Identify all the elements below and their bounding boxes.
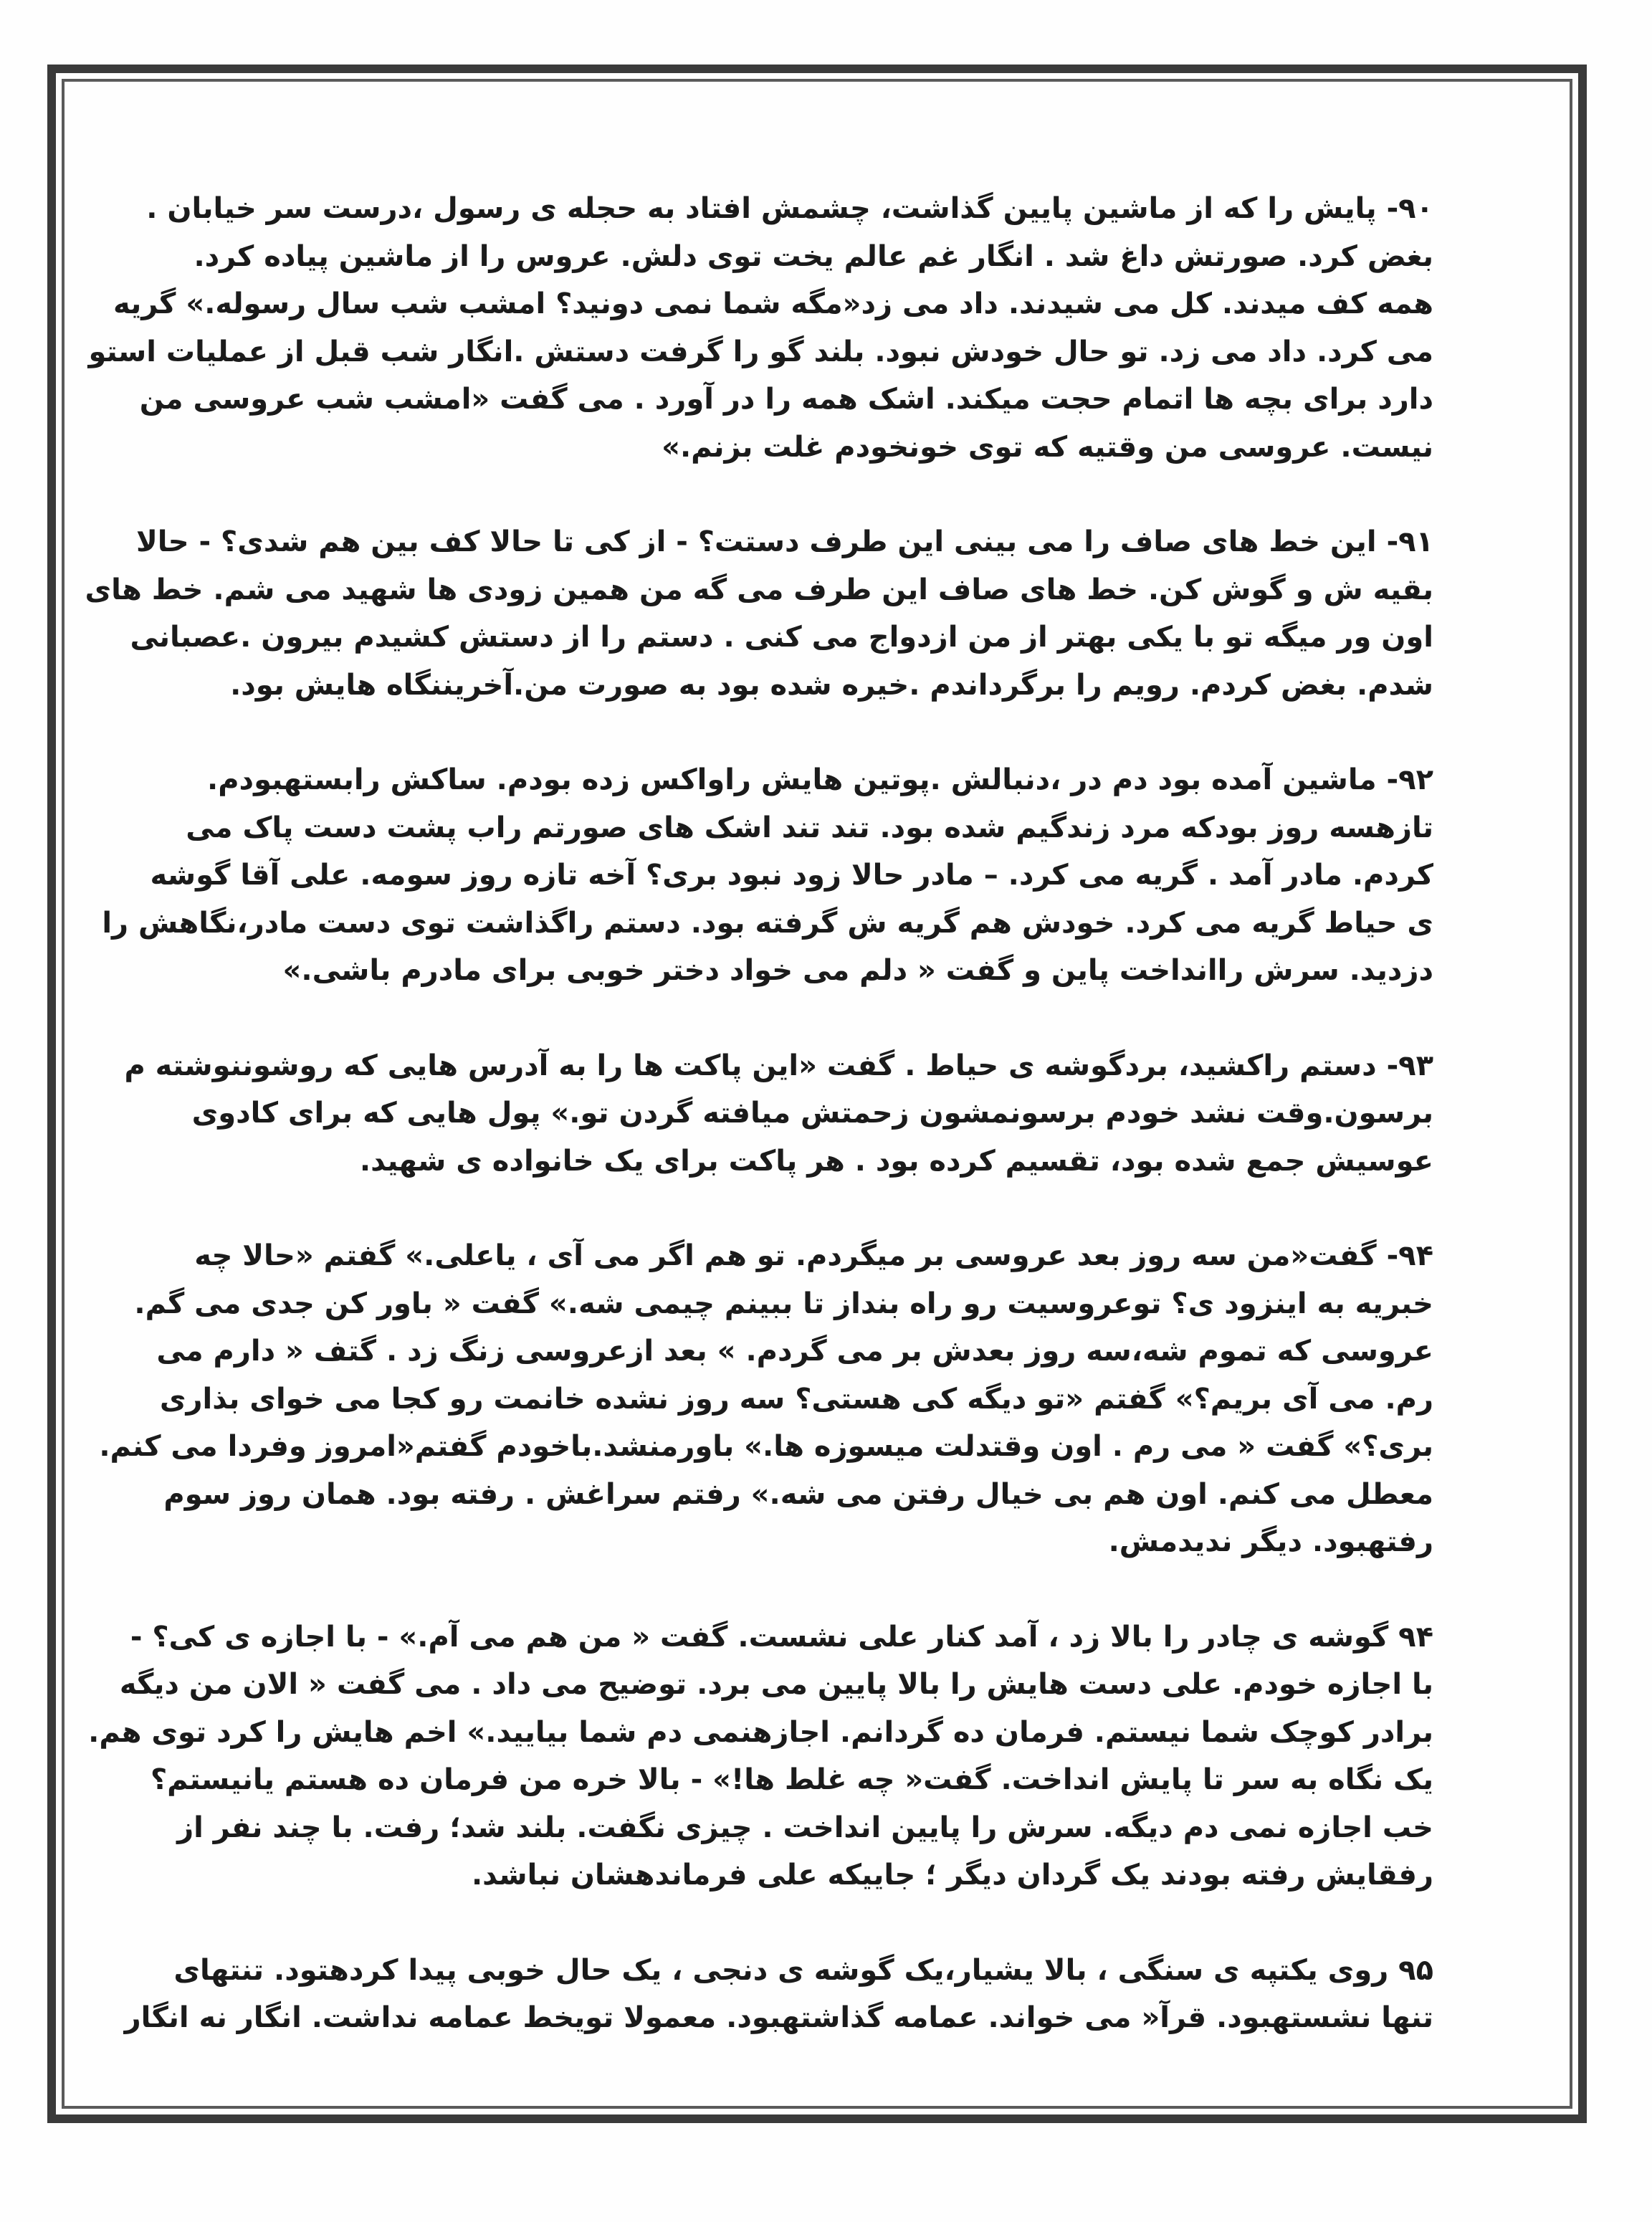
text-line: شدم. بغض کردم. رویم را برگرداندم .خیره شده بود به صورت من.آخریننگاه هایش بود.	[230, 668, 1433, 702]
paragraph	[88, 185, 1433, 471]
text-line: ۹۲- ماشین آمده بود دم در ،دنبالش .پوتین هایش راواکس زده بودم. ساکش رابستهبودم.	[207, 763, 1433, 796]
text-line: ۹۳- دستم راکشید، بردگوشه ی حیاط . گفت «این پاکت ها را به آدرس هایی که روشوننوشته م	[124, 1049, 1433, 1082]
text-line: بغض کرد. صورتش داغ شد . انگار غم عالم یخت توی دلش. عروس را از ماشین پیاده کرد.	[194, 239, 1433, 273]
text-line: نیست. عروسی من وقتیه که توی خونخودم غلت بزنم.»	[662, 430, 1433, 464]
text-line: کردم. مادر آمد . گریه می کرد. – مادر حالا زود نبود بری؟ آخه تازه روز سومه. علی آقا گوشه	[150, 859, 1433, 892]
text-line: خب اجازه نمی دم دیگه. سرش را پایین انداخت . چیزی نگفت. بلند شد؛ رفت. با چند نفر از	[177, 1811, 1433, 1844]
text-line: ۹۰- پایش را که از ماشین پایین گذاشت، چشمش افتاد به حجله ی رسول ،درست سر خیابان .	[146, 192, 1433, 225]
text-line: رفقایش رفته بودند یک گردان دیگر ؛ جاییکه علی فرماندهشان نباشد.	[471, 1859, 1433, 1892]
text-line: تازهسه روز بودکه مرد زندگیم شده بود. تند تند اشک های صورتم راب پشت دست پاک می	[186, 811, 1433, 844]
text-line: ۹۱- این خط های صاف را می بینی این طرف دستت؟ - از کی تا حالا کف بین هم شدی؟ - حالا	[135, 525, 1433, 558]
paragraph	[124, 1042, 1433, 1186]
paragraph	[88, 1613, 1433, 1899]
text-line: دزدید. سرش راانداخت پاین و گفت « دلم می خواد دختر خوبی برای مادرم باشی.»	[282, 954, 1433, 987]
text-line: یک نگاه به سر تا پایش انداخت. گفت« چه غلط ها!» - بالا خره من فرمان ده هستم یانیستم؟	[150, 1763, 1433, 1796]
text-line: معطل می کنم. اون هم بی خیال رفتن می شه.» رفتم سراغش . رفته بود. همان روز سوم	[163, 1477, 1433, 1511]
text-line: بقیه ش و گوش کن. خط های صاف این طرف می گه من همین زودی ها شهید می شم. خط های	[85, 573, 1433, 606]
text-line: همه کف میدند. کل می شیدند. داد می زد«مگه شما نمی دونید؟ امشب شب سال رسوله.» گریه	[113, 287, 1433, 320]
paragraph	[124, 1947, 1433, 2042]
text-line: خبریه به اینزود ی؟ توعروسیت رو راه بنداز تا ببینم چیمی شه.» گفت « باور کن جدی می گم.	[134, 1287, 1433, 1320]
text-line: ۹۵ روی یکتپه ی سنگی ، بالا یشیار،یک گوشه ی دنجی ، یک حال خوبی پیدا کردهتود. تنتهای	[173, 1953, 1433, 1987]
text-line: اون ور میگه تو با یکی بهتر از من ازدواج می کنی . دستم را از دستش کشیدم بیرون .عصبانی	[130, 621, 1433, 654]
text-line: رم. می آی بریم؟» گفتم «تو دیگه کی هستی؟ سه روز نشده خانمت رو کجا می خوای بذاری	[159, 1382, 1433, 1416]
text-line: با اجازه خودم. علی دست هایش را بالا پایین می برد. توضیح می داد . می گفت « الان من دیگه	[119, 1668, 1433, 1701]
paragraph	[99, 1232, 1433, 1566]
text-line: دارد برای بچه ها اتمام حجت میکند. اشک همه را در آورد . می گفت «امشب شب عروسی من	[139, 383, 1433, 416]
text-line: رفتهبود. دیگر ندیدمش.	[1108, 1525, 1433, 1558]
text-line: می کرد. داد می زد. تو حال خودش نبود. بلند گو را گرفت دستش .انگار شب قبل از عملیات استو	[88, 335, 1433, 368]
text-line: عروسی که تموم شه،سه روز بعدش بر می گردم. » بعد ازعروسی زنگ زد . گتف « دارم می	[156, 1335, 1433, 1368]
text-line: برادر کوچک شما نیستم. فرمان ده گردانم. اجازهنمی دم شما بیایید.» اخم هایش را کرد توی هم.	[88, 1715, 1433, 1749]
text-line: برسون.وقت نشد خودم برسونمشون زحمتش میافته گردن تو.» پول هایی که برای کادوی	[191, 1097, 1433, 1130]
paragraph	[102, 756, 1433, 995]
text-line: تنها نشستهبود. قرآ« می خواند. عمامه گذاشتهبود. معمولا تویخط عمامه نداشت. انگار نه انگار	[124, 2001, 1433, 2034]
document-body	[85, 185, 1433, 2089]
text-line: ۹۴ گوشه ی چادر را بالا زد ، آمد کنار علی نشست. گفت « من هم می آم.» - با اجازه ی کی؟ -	[130, 1620, 1433, 1654]
text-line: ۹۴- گفت«من سه روز بعد عروسی بر میگردم. تو هم اگر می آی ، یاعلی.» گفتم «حالا چه	[194, 1239, 1433, 1272]
paragraph	[85, 518, 1433, 709]
text-line: ی حیاط گریه می کرد. خودش هم گریه ش گرفته بود. دستم راگذاشت توی دست مادر،نگاهش را	[102, 906, 1433, 940]
text-line: عوسیش جمع شده بود، تقسیم کرده بود . هر پاکت برای یک خانواده ی شهید.	[359, 1144, 1433, 1178]
text-line: بری؟» گفت « می رم . اون وقتدلت میسوزه ها.» باورمنشد.باخودم گفتم«امروز وفردا می کنم.	[99, 1430, 1433, 1463]
